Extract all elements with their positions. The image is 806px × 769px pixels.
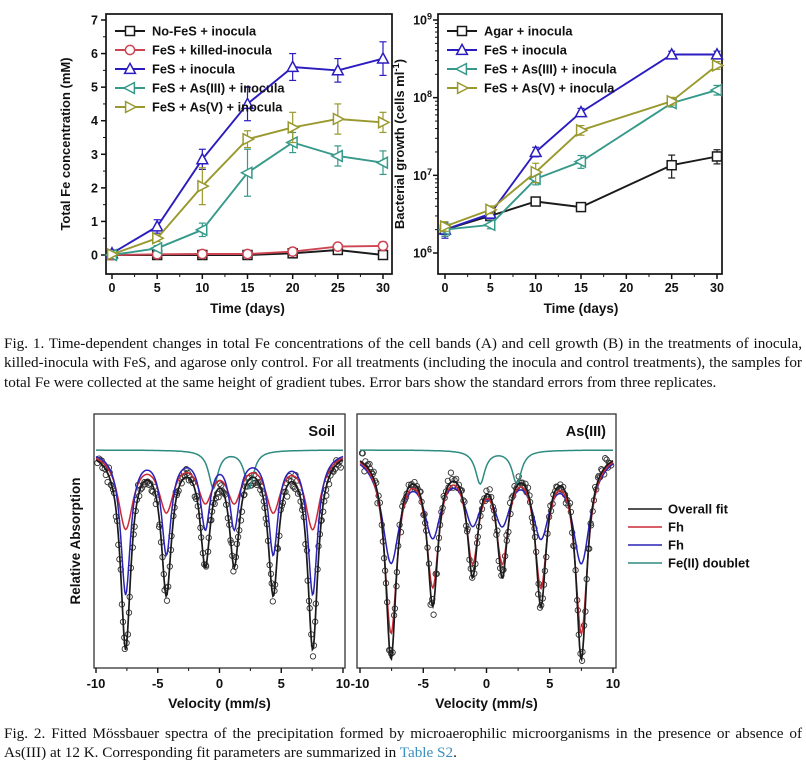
x-tick-label: 0: [108, 281, 116, 295]
legend-item-fh: [628, 520, 684, 535]
panel-label-as-iii: As(III): [565, 424, 606, 440]
x-tick-label: -5: [151, 676, 164, 691]
legend-label: FeS + As(V) + inocula: [484, 80, 615, 96]
legend-item-fes-as-v-inocula: [115, 100, 283, 115]
x-tick-label: 25: [330, 281, 345, 295]
y-tick-label: 0: [91, 248, 98, 263]
legend-item-fes-as-v-inocula: [447, 81, 615, 96]
figure1-charts: [0, 0, 806, 330]
legend-label: FeS + inocula: [152, 61, 235, 77]
panel-fig2-asIII: [351, 414, 621, 711]
figure1-caption-text: Fig. 1. Time-dependent changes in total Fe concentrations of the cell bands (A) and cell growth (B) in the treatments of inocula, killed-inocula with FeS, and agarose only control. For all treatments (including the inocula and control treatments), the samples for total Fe were collected at the same height of gradient tubes. Error bars show the standard errors from three replicates.: [4, 335, 802, 391]
triangle-left-marker: [575, 156, 585, 167]
triangle-right-marker: [288, 122, 298, 133]
legend-label: No-FeS + inocula: [152, 23, 257, 39]
legend-fig2: [628, 502, 750, 571]
y-tick-label: $10^6$: [413, 244, 432, 261]
legend-item-fes-inocula: [447, 43, 568, 58]
x-tick-label: 25: [664, 281, 679, 295]
table-s2-link[interactable]: Table S2: [399, 744, 454, 762]
x-tick-label: 0: [441, 281, 449, 295]
square-marker: [379, 251, 388, 260]
circle-marker: [378, 241, 387, 250]
triangle-left-marker: [332, 151, 342, 162]
y-tick-label: 7: [91, 13, 98, 28]
legend-fig1b: [447, 24, 617, 96]
legend-item-fes-killed-inocula: [115, 43, 273, 58]
legend-item-no-fes-inocula: [115, 24, 257, 39]
fit-curve-fe-ii-doublet: [360, 450, 613, 484]
x-tick-label: 10: [335, 676, 351, 691]
y-axis: [58, 14, 106, 263]
circle-marker: [333, 242, 342, 251]
triangle-left-marker: [242, 167, 252, 178]
y-tick-label: 3: [91, 147, 98, 162]
y-tick-label: $10^9$: [413, 11, 432, 28]
plot-frame: [357, 414, 616, 668]
y-tick-label: 1: [91, 214, 98, 229]
y-tick-label: $10^8$: [413, 89, 432, 106]
legend-label: FeS + As(V) + inocula: [152, 99, 283, 115]
x-tick-label: -10: [86, 676, 106, 691]
circle-marker: [198, 249, 207, 258]
plot-frame: [438, 14, 722, 274]
x-axis-title: Velocity (mm/s): [435, 695, 538, 711]
y-axis-title: Relative Absorption: [68, 477, 83, 605]
x-tick-label: 5: [546, 676, 554, 691]
x-tick-label: -10: [350, 676, 370, 691]
circle-marker: [288, 247, 297, 256]
x-axis: [87, 668, 351, 711]
x-axis-title: Time (days): [543, 301, 619, 316]
x-tick-label: 20: [285, 281, 300, 295]
circle-marker: [243, 249, 252, 258]
fit-curve-fh: [96, 457, 343, 596]
figure1-caption: [4, 334, 802, 392]
x-tick-label: 5: [486, 281, 494, 295]
legend-item-fh: [628, 538, 684, 553]
x-tick-label: 20: [619, 281, 634, 295]
legend-label: FeS + As(III) + inocula: [152, 80, 285, 96]
y-tick-label: 6: [91, 47, 98, 62]
triangle-up-marker: [576, 107, 587, 117]
series-fes-as-v-inocula: [108, 104, 389, 260]
square-marker: [531, 197, 540, 206]
triangle-right-marker: [379, 117, 389, 128]
figure2-caption-suffix: .: [453, 744, 457, 762]
x-tick-label: 10: [528, 281, 543, 295]
triangle-right-marker: [333, 114, 343, 125]
y-tick-label: $10^7$: [413, 166, 432, 183]
fit-curve-overall-fit: [360, 461, 613, 660]
triangle-left-marker: [377, 157, 387, 168]
legend-label: FeS + As(III) + inocula: [484, 61, 617, 77]
triangle-left-marker: [711, 85, 721, 96]
legend-label: Overall fit: [668, 501, 728, 517]
y-tick-label: 5: [91, 80, 98, 95]
square-marker: [667, 161, 676, 170]
chart-fig1b: [391, 12, 724, 317]
x-axis: [109, 274, 390, 316]
y-tick-label: 2: [91, 181, 98, 196]
x-tick-label: 30: [710, 281, 724, 295]
figure2-caption: [4, 724, 802, 763]
legend-label: Fh: [668, 537, 684, 553]
legend-label: Fe(II) doublet: [668, 555, 750, 571]
triangle-right-marker: [243, 134, 253, 145]
square-marker: [577, 203, 586, 212]
triangle-up-marker: [378, 53, 389, 63]
panel-fig2-soil: [87, 414, 351, 711]
x-tick-label: 10: [195, 281, 210, 295]
legend-label: Fh: [668, 519, 684, 535]
y-axis-title: Total Fe concentration (mM): [58, 57, 73, 231]
legend-label: FeS + killed-inocula: [152, 42, 272, 58]
legend-item-overall-fit: [628, 502, 729, 517]
y-axis: [391, 12, 438, 261]
triangle-left-marker: [196, 224, 206, 235]
x-axis-title: Time (days): [210, 301, 285, 316]
circle-marker: [125, 45, 134, 54]
y-tick-label: 4: [91, 114, 98, 129]
x-tick-label: 0: [215, 676, 224, 691]
x-tick-label: 15: [574, 281, 588, 295]
x-axis: [442, 274, 724, 316]
y-axis-title: Bacterial growth (cells $ml^{-1}$): [391, 58, 407, 230]
triangle-right-marker: [458, 83, 468, 94]
legend-item-agar-inocula: [447, 24, 573, 39]
x-tick-label: 5: [153, 281, 161, 295]
x-tick-label: -5: [417, 676, 430, 691]
triangle-right-marker: [577, 125, 587, 136]
legend-item-fes-as-iii-inocula: [447, 62, 617, 77]
chart-fig1a: [58, 14, 392, 317]
x-tick-label: 15: [240, 281, 255, 295]
x-tick-label: 10: [605, 676, 621, 691]
fit-curve-overall-fit: [96, 460, 343, 650]
x-axis: [351, 668, 621, 711]
x-tick-label: 30: [376, 281, 390, 295]
square-marker: [126, 27, 135, 36]
legend-fig1a: [115, 24, 285, 115]
figure2-mossbauer: [0, 398, 806, 720]
panel-label-soil: Soil: [308, 424, 335, 440]
triangle-left-marker: [124, 83, 134, 94]
legend-label: FeS + inocula: [484, 42, 567, 58]
legend-item-fes-as-iii-inocula: [115, 81, 285, 96]
x-tick-label: 5: [277, 676, 285, 691]
square-marker: [713, 152, 722, 161]
x-axis-title: Velocity (mm/s): [168, 695, 271, 711]
triangle-right-marker: [126, 102, 136, 113]
square-marker: [458, 27, 467, 36]
figure2-caption-prefix: Fig. 2. Fitted Mössbauer spectra of the precipitation formed by microaerophilic microorganisms in the presence or absence of As(III) at 12 K. Corresponding fit parameters are summarized in: [4, 725, 802, 762]
legend-item-fe-ii-doublet: [628, 556, 750, 571]
legend-item-fes-inocula: [115, 62, 236, 77]
x-tick-label: 0: [482, 676, 491, 691]
legend-label: Agar + inocula: [484, 23, 573, 39]
triangle-left-marker: [456, 64, 466, 75]
